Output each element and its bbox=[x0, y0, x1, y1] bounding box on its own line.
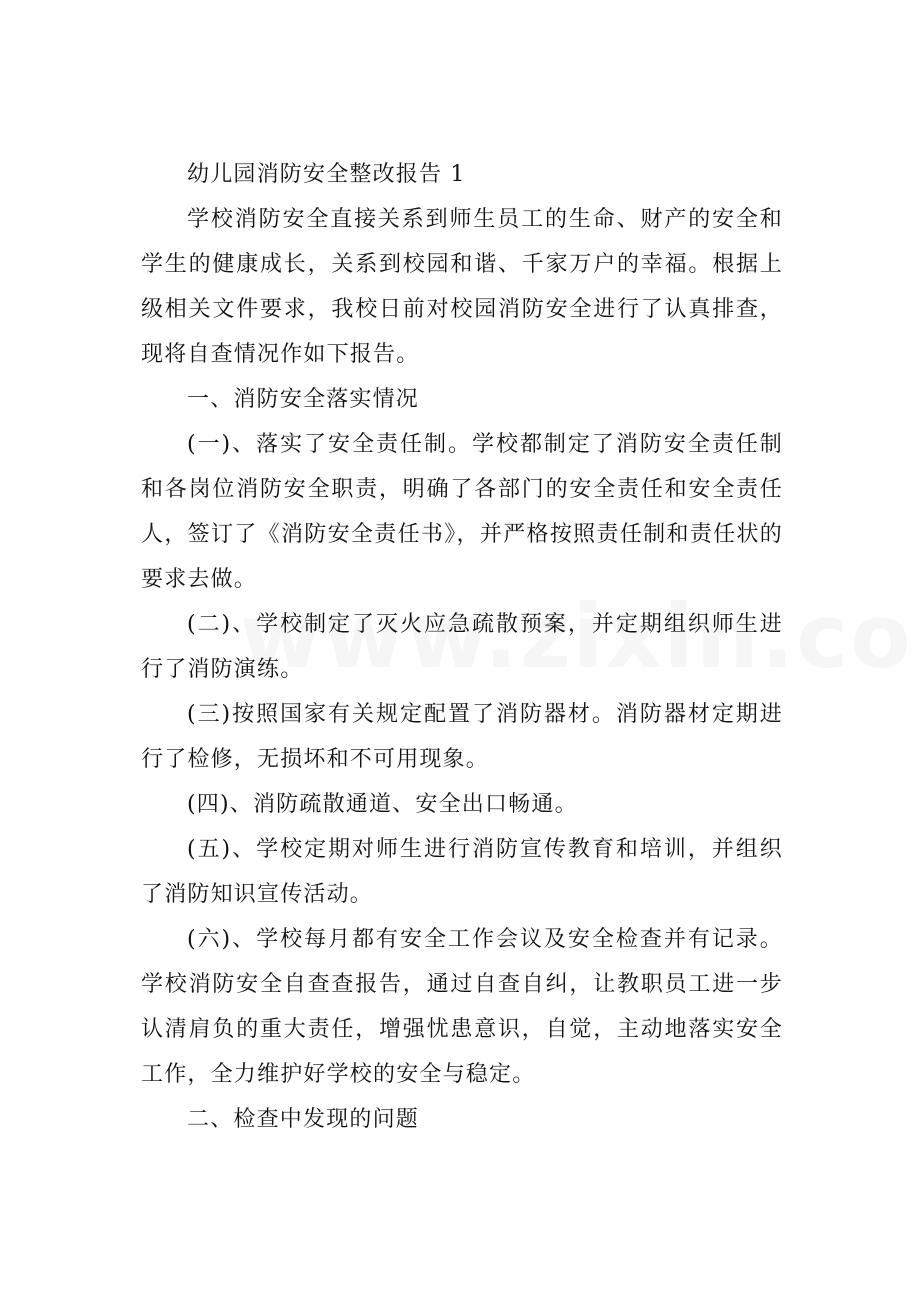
paragraph-item-2: (二)、学校制定了灭火应急疏散预案，并定期组织师生进行了消防演练。 bbox=[141, 612, 783, 682]
paragraph-item-4: (四)、消防疏散通道、安全出口畅通。 bbox=[187, 792, 578, 817]
document-body bbox=[141, 152, 783, 1142]
document-title: 幼儿园消防安全整改报告 1 bbox=[187, 162, 466, 187]
paragraph-item-5: (五)、学校定期对师生进行消防宣传教育和培训，并组织了消防知识宣传活动。 bbox=[141, 837, 783, 907]
section-heading-2: 二、检查中发现的问题 bbox=[187, 1107, 420, 1132]
paragraph-item-3: (三)按照国家有关规定配置了消防器材。消防器材定期进行了检修，无损坏和不可用现象。 bbox=[141, 702, 783, 772]
paragraph-item-6: (六)、学校每月都有安全工作会议及安全检查并有记录。学校消防安全自查查报告，通过自查自纠，让教职员工进一步认清肩负的重大责任，增强忧患意识，自觉，主动地落实安全工作，全力维护好学校的安全与稳定。 bbox=[141, 927, 783, 1087]
paragraph-intro: 学校消防安全直接关系到师生员工的生命、财产的安全和学生的健康成长，关系到校园和谐、千家万户的幸福。根据上级相关文件要求，我校日前对校园消防安全进行了认真排查，现将自查情况作如下报告。 bbox=[141, 207, 783, 367]
section-heading-1: 一、消防安全落实情况 bbox=[187, 387, 420, 412]
paragraph-item-1: (一)、落实了安全责任制。学校都制定了消防安全责任制和各岗位消防安全职责，明确了各部门的安全责任和安全责任人，签订了《消防安全责任书》，并严格按照责任制和责任状的要求去做。 bbox=[141, 432, 783, 592]
